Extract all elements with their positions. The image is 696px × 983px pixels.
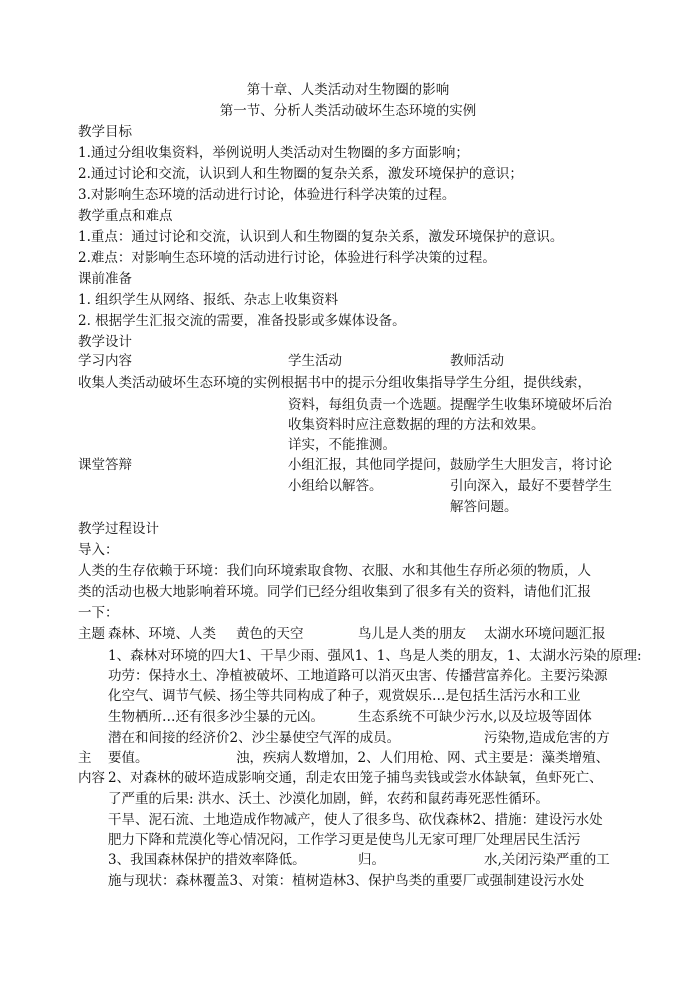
goal-item: 2.通过讨论和交流，认识到人和生物圈的复杂关系，激发环境保护的意识； bbox=[78, 166, 523, 182]
body-line: 3、我国森林保护的措效率降低。 bbox=[108, 852, 306, 868]
goal-item: 3.对影响生态环境的活动进行讨论，体验进行科学决策的过程。 bbox=[78, 187, 456, 203]
body-line: 生物栖所…还有很多沙尘暴的元凶。 bbox=[108, 709, 324, 725]
body-line: 潜在和间接的经济价2、沙尘暴使空气浑的成员。 bbox=[108, 730, 401, 746]
goal-item: 1.通过分组收集资料，举例说明人类活动对生物圈的多方面影响； bbox=[78, 145, 469, 161]
table-line: 引向深入，最好不要替学生 bbox=[450, 478, 612, 494]
intro-line: 类的活动也极大地影响着环境。同学们已经分组收集到了很多有关的资料，请他们汇报 bbox=[78, 584, 591, 600]
section-title: 第一节、分析人类活动破坏生态环境的实例 bbox=[219, 103, 477, 119]
body-line: 肥力下降和荒漠化等心情况闷，工作学习更是使鸟儿无家可理厂处理居民生活污 bbox=[108, 832, 581, 848]
body-line: 生态系统不可缺少污水,以及垃圾等固体 bbox=[358, 709, 592, 725]
topic-side-label: 内容 bbox=[78, 770, 105, 786]
body-line: 施与现状：森林覆盖3、对策：植树造林3、保护鸟类的重要厂或强制建设污水处 bbox=[108, 873, 585, 889]
body-line: 浊，疾病人数增加，2、人们用枪、网、式主要是：藻类增殖、 bbox=[236, 750, 610, 766]
prep-item: 2. 根据学生汇报交流的需要，准备投影或多媒体设备。 bbox=[78, 313, 406, 329]
topic-sky: 黄色的天空 bbox=[236, 626, 304, 642]
topic-label: 主题 bbox=[78, 626, 105, 642]
body-line: 功劳：保持水土、净植被破坏、工地道路可以消灭虫害、传播营富养化。主要污染源 bbox=[108, 668, 608, 684]
topic-birds: 鸟儿是人类的朋友 bbox=[358, 626, 466, 642]
body-line: 1、森林对环境的四大1、干旱少雨、强风1、1、鸟是人类的朋友，1、太湖水污染的原理: bbox=[108, 648, 642, 664]
table-header-content: 学习内容 bbox=[78, 353, 132, 369]
table-line: 小组给以解答。 bbox=[288, 478, 383, 494]
intro-line: 人类的生存依赖于环境：我们向环境索取食物、衣服、水和其他生存所必须的物质，人 bbox=[78, 563, 591, 579]
prep-item: 1. 组织学生从网络、报纸、杂志上收集资料 bbox=[78, 292, 339, 308]
key-point: 2.难点：对影响生态环境的活动进行讨论，体验进行科学决策的过程。 bbox=[78, 250, 496, 266]
table-line: 收集人类活动破坏生态环境的实例根据书中的提示分组收集指导学生分组，提供线索， bbox=[78, 375, 591, 391]
table-line: 资料，每组负责一个选题。提醒学生收集环境破坏后治 bbox=[288, 397, 612, 413]
table-line: 详实，不能推测。 bbox=[288, 437, 396, 453]
topic-taihu: 太湖水环境问题汇报 bbox=[484, 626, 606, 642]
body-line: 化空气、调节气候、扬尘等共同构成了种子，观赏娱乐…是包括生活污水和工业 bbox=[108, 688, 581, 704]
table-line: 收集资料时应注意数据的理的方法和效果。 bbox=[288, 417, 545, 433]
intro-heading: 导入： bbox=[78, 542, 119, 558]
process-heading: 教学过程设计 bbox=[78, 521, 159, 537]
body-line: 污染物,造成危害的方 bbox=[484, 730, 610, 746]
design-heading: 教学设计 bbox=[78, 334, 132, 350]
prep-heading: 课前准备 bbox=[78, 271, 132, 287]
key-heading: 教学重点和难点 bbox=[78, 208, 173, 224]
table-line: 小组汇报，其他同学提问，鼓励学生大胆发言，将讨论 bbox=[288, 457, 612, 473]
body-line: 干旱、泥石流、土地造成作物减产，使人了很多鸟、砍伐森林2、措施：建设污水处 bbox=[108, 812, 603, 828]
table-header-student: 学生活动 bbox=[288, 353, 342, 369]
body-line: 2、对森林的破坏造成影响交通，刮走农田笼子捕鸟卖钱或尝水体缺氧，鱼虾死亡、 bbox=[108, 770, 603, 786]
body-line: 要值。 bbox=[108, 750, 149, 766]
body-line: 水,关闭污染严重的工 bbox=[484, 852, 610, 868]
chapter-title: 第十章、人类活动对生物圈的影响 bbox=[246, 82, 450, 98]
key-point: 1.重点：通过讨论和交流，认识到人和生物圈的复杂关系，激发环境保护的意识。 bbox=[78, 229, 564, 245]
intro-line: 一下： bbox=[78, 605, 119, 621]
body-line: 了严重的后果: 洪水、沃土、沙漠化加剧，鲜，农药和鼠药毒死恶性循环。 bbox=[108, 791, 549, 807]
table-header-teacher: 教师活动 bbox=[450, 353, 504, 369]
body-line: 归。 bbox=[358, 852, 385, 868]
topic-forest: 森林、环境、人类 bbox=[108, 626, 216, 642]
table-row-label: 课堂答辩 bbox=[78, 457, 132, 473]
topic-side-label: 主 bbox=[78, 750, 92, 766]
table-line: 解答问题。 bbox=[450, 499, 518, 515]
goals-heading: 教学目标 bbox=[78, 124, 132, 140]
